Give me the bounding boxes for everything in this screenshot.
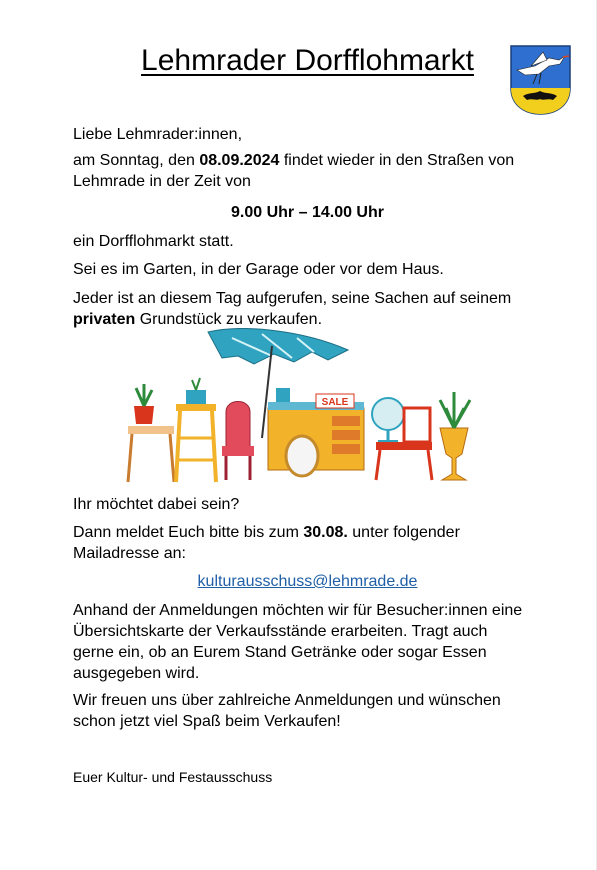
map-line: Übersichtskarte der Verkaufsstände erarbeiten. Tragt auch <box>73 623 488 640</box>
map-line: gerne ein, ob an Eurem Stand Getränke oder sogar Essen <box>73 644 487 661</box>
signature-text: Euer Kultur- und Festausschuss <box>73 769 273 785</box>
map-line: ausgegeben wird. <box>73 665 200 682</box>
register-pre: Dann meldet Euch bitte bis zum <box>73 524 304 541</box>
places-line: Sei es im Garten, in der Garage oder vor dem Haus. <box>73 261 444 278</box>
register-deadline: 30.08. <box>303 524 348 541</box>
greeting-text: Liebe Lehmrader:innen, <box>73 126 243 143</box>
event-time: 9.00 Uhr – 14.00 Uhr <box>231 204 384 221</box>
sale-sign-text: SALE <box>321 397 349 408</box>
closing-line: Wir freuen uns über zahlreiche Anmeldungen und wünschen <box>73 692 501 709</box>
question-text: Ihr möchtet dabei sein? <box>73 496 240 513</box>
flea-market-illustration <box>122 328 482 488</box>
intro-text-line2: Lehmrade in der Zeit von <box>73 173 251 190</box>
map-line: Anhand der Anmeldungen möchten wir für Besucher:innen eine <box>73 602 523 619</box>
map-paragraph <box>73 600 553 684</box>
register-post: unter folgender <box>347 524 460 541</box>
call-line1: Jeder ist an diesem Tag aufgerufen, seine Sachen auf seinem <box>73 290 512 307</box>
intro-text-pre: am Sonntag, den <box>73 152 200 169</box>
call-paragraph <box>73 288 553 330</box>
closing-line: schon jetzt viel Spaß beim Verkaufen! <box>73 713 341 730</box>
event-date: 08.09.2024 <box>199 152 280 169</box>
email-link[interactable]: kulturausschuss@lehmrade.de <box>197 573 418 590</box>
register-line2: Mailadresse an: <box>73 545 186 562</box>
call-bold: privaten <box>73 311 136 328</box>
register-paragraph <box>73 522 553 564</box>
page-title: Lehmrader Dorfflohmarkt <box>141 44 474 77</box>
event-line: ein Dorfflohmarkt statt. <box>73 233 234 250</box>
village-crest-stork-icon <box>509 44 572 116</box>
closing-paragraph <box>73 690 553 732</box>
call-rest: Grundstück zu verkaufen. <box>135 311 323 328</box>
intro-text-post: findet wieder in den Straßen von <box>279 152 515 169</box>
intro-paragraph <box>73 150 553 192</box>
email-line <box>0 571 597 592</box>
